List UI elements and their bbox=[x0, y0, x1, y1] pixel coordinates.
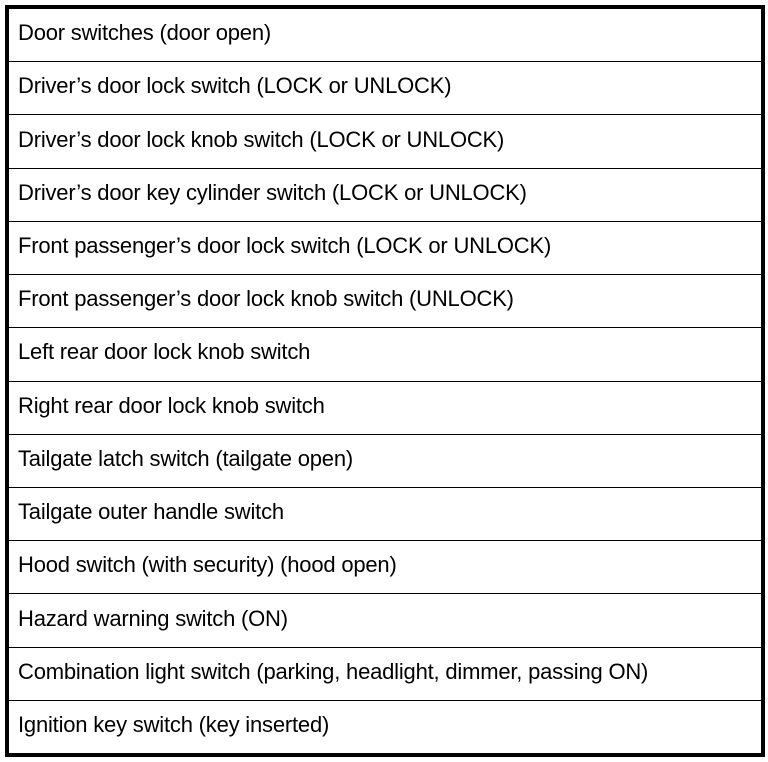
row-label: Left rear door lock knob switch bbox=[18, 339, 311, 365]
row-label: Right rear door lock knob switch bbox=[18, 392, 325, 418]
table-row bbox=[9, 381, 761, 434]
table-row bbox=[9, 327, 761, 380]
row-label: Tailgate outer handle switch bbox=[18, 499, 284, 525]
row-label: Driver’s door lock knob switch (LOCK or UNLOCK) bbox=[18, 126, 505, 152]
row-label: Hazard warning switch (ON) bbox=[18, 605, 288, 631]
row-label: Door switches (door open) bbox=[18, 20, 272, 46]
row-label: Front passenger’s door lock switch (LOCK or UNLOCK) bbox=[18, 232, 552, 258]
row-label: Combination light switch (parking, headlight, dimmer, passing ON) bbox=[18, 658, 649, 684]
row-label: Front passenger’s door lock knob switch (UNLOCK) bbox=[18, 286, 514, 312]
table-row bbox=[9, 9, 761, 61]
row-label: Driver’s door lock switch (LOCK or UNLOCK) bbox=[18, 73, 452, 99]
table-row bbox=[9, 61, 761, 114]
table-row bbox=[9, 647, 761, 700]
table-row bbox=[9, 274, 761, 327]
table-row bbox=[9, 221, 761, 274]
table-row bbox=[9, 168, 761, 221]
table-row bbox=[9, 700, 761, 753]
switch-list-table bbox=[5, 5, 765, 757]
table-row bbox=[9, 434, 761, 487]
row-label: Ignition key switch (key inserted) bbox=[18, 711, 330, 737]
row-label: Hood switch (with security) (hood open) bbox=[18, 552, 397, 578]
table-row bbox=[9, 487, 761, 540]
table-row bbox=[9, 593, 761, 646]
table-row bbox=[9, 540, 761, 593]
row-label: Tailgate latch switch (tailgate open) bbox=[18, 445, 354, 471]
row-label: Driver’s door key cylinder switch (LOCK or UNLOCK) bbox=[18, 179, 527, 205]
table-row bbox=[9, 114, 761, 167]
